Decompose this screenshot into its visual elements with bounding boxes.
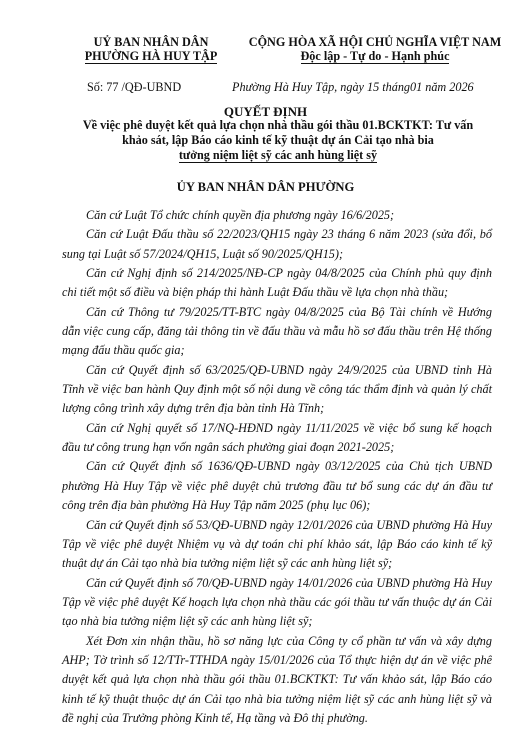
org-line-2: PHƯỜNG HÀ HUY TẬP [84,49,218,63]
paragraph: Căn cứ Nghị định số 214/2025/NĐ-CP ngày 04/8/2025 của Chính phủ quy định chi tiết một số điều và biện pháp thi hành Luật Đấu thầu về lựa chọn nhà thầu; [62,266,492,300]
nation-line-1: CỘNG HÒA XÃ HỘI CHỦ NGHĨA VIỆT NAM [248,35,502,49]
paragraph: Căn cứ Luật Tổ chức chính quyền địa phương ngày 16/6/2025; [86,208,395,222]
paragraph: Căn cứ Quyết định số 63/2025/QĐ-UBND ngày 24/9/2025 của UBND tỉnh Hà Tĩnh về việc ban hành Quy định một số nội dung về công tác thẩm định và quản lý chất lượng công trình xây dựng trên địa bàn tỉnh Hà Tĩnh; [62,362,492,416]
document-title: QUYẾT ĐỊNH [223,104,308,119]
paragraph: Căn cứ Quyết định số 53/QĐ-UBND ngày 12/01/2026 của UBND phường Hà Huy Tập về việc phê duyệt Nhiệm vụ và dự toán chi phí khảo sát, lập Báo cáo kinh tế kỹ thuật dự án Cải tạo nhà bia tưởng niệm liệt sỹ các anh hùng liệt sỹ; [62,517,492,571]
subject-line-1: Về việc phê duyệt kết quả lựa chọn nhà thầu gói thầu 01.BCKTKT: Tư vấn [82,118,474,132]
authority-heading: ỦY BAN NHÂN DÂN PHƯỜNG [176,180,355,194]
paragraph: Xét Đơn xin nhận thầu, hồ sơ năng lực của Công ty cổ phần tư vấn và xây dựng AHP; Tờ trình số 12/TTr-TTHDA ngày 15/01/2026 của Tổ thực hiện dự án về việc phê duyệt kết quả lựa chọn nhà thầu gói thầu 01.BCKTKT: Tư vấn khảo sát, lập Báo cáo kinh tế kỹ thuật thuộc dự án Cải tạo nhà bia tưởng niệm liệt sỹ các anh hùng liệt sỹ và đề nghị của Trưởng phòng Kinh tế, Hạ tầng và Đô thị phường. [62,633,492,725]
issuing-authority [66,35,236,64]
paragraph: Căn cứ Quyết định số 70/QĐ-UBND ngày 14/01/2026 của UBND phường Hà Huy Tập về việc phê duyệt Kế hoạch lựa chọn nhà thầu các gói thầu tư vấn thuộc dự án Cải tạo nhà bia tưởng niệm liệt sỹ các anh hùng liệt sỹ; [62,575,492,629]
document-number: Số: 77 /QĐ-UBND [87,80,182,94]
subject-line-2: khảo sát, lập Báo cáo kinh tế kỹ thuật dự án Cải tạo nhà bia [122,133,434,147]
place-date: Phường Hà Huy Tập, ngày 15 tháng01 năm 2026 [232,80,474,94]
document-subject [58,118,498,163]
national-motto [234,35,516,64]
nation-line-2: Độc lập - Tự do - Hạnh phúc [300,49,450,63]
paragraph: Căn cứ Luật Đấu thầu số 22/2023/QH15 ngày 23 tháng 6 năm 2023 (sửa đổi, bổ sung tại Luật số 57/2024/QH15, Luật số 90/2025/QH15); [62,227,492,261]
document-body [62,206,492,728]
paragraph: Căn cứ Quyết định số 1636/QĐ-UBND ngày 03/12/2025 của Chủ tịch UBND phường Hà Huy Tập về việc phê duyệt chủ trương đầu tư bổ sung các dự án đầu tư công trên địa bàn phường Hà Huy Tập năm 2025 (phụ lục 06); [62,459,492,513]
paragraph: Căn cứ Nghị quyết số 17/NQ-HĐND ngày 11/11/2025 về việc bổ sung kế hoạch đầu tư công trung hạn vốn ngân sách phường giai đoạn 2021-2025; [62,420,492,455]
paragraph: Căn cứ Thông tư 79/2025/TT-BTC ngày 04/8/2025 của Bộ Tài chính về Hướng dẫn việc cung cấp, đăng tải thông tin về đấu thầu và mẫu hồ sơ đấu thầu trên Hệ thống mạng đấu thầu quốc gia; [62,304,492,358]
subject-line-3: tưởng niệm liệt sỹ các anh hùng liệt sỹ [178,148,378,162]
org-line-1: UỶ BAN NHÂN DÂN [93,35,209,49]
